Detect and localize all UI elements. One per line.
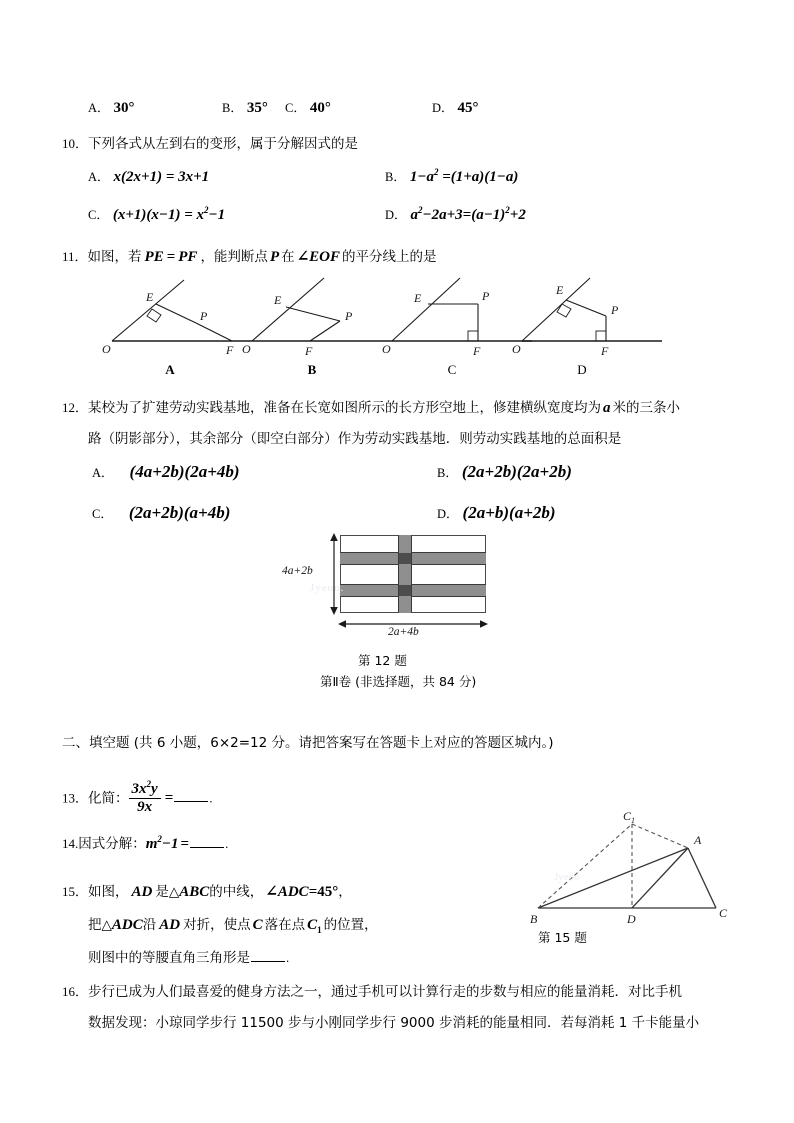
q9-option-d-letter: D． <box>432 101 454 115</box>
q10-option-d-letter: D． <box>385 208 407 222</box>
q10-option-c-letter: C． <box>88 208 109 222</box>
q12-band-intersection-2 <box>399 585 411 596</box>
q11-diagram-d <box>514 276 689 358</box>
q11c-label-E: E <box>414 291 422 305</box>
q12-stem-line2: 路（阴影部分），其余部分（即空白部分）作为劳动实践基地．则劳动实践基地的总面积是 <box>88 431 622 447</box>
q12-band-intersection-1 <box>399 553 411 564</box>
q12-option-d <box>437 503 556 523</box>
q10-option-a-letter: A． <box>88 170 110 184</box>
q11-stem-part2: ，能判断点 <box>200 249 268 265</box>
q12-vertical-band-1 <box>398 535 412 613</box>
question-16-line1 <box>62 980 682 1001</box>
q15-line2-a: 把△ <box>88 917 112 933</box>
q14-period: . <box>225 836 229 851</box>
q15-line3: 则图中的等腰直角三角形是 <box>88 950 250 966</box>
q11-angle: ∠EOF <box>296 249 341 265</box>
q9-option-c-letter: C． <box>285 101 306 115</box>
q15-eq: = <box>308 884 318 900</box>
q15-answer-blank[interactable] <box>251 950 285 962</box>
section-2-heading <box>62 731 554 752</box>
q10-option-b-expr: $1-a^2 =(1+a)(1-a)$ <box>409 167 519 185</box>
q14-answer-blank[interactable] <box>190 836 224 848</box>
q15-abc: ABC <box>179 884 210 900</box>
q10-option-a-expr: x(2x+1) = 3x+1 <box>113 169 210 185</box>
q9-option-c <box>285 98 331 117</box>
question-10 <box>62 132 358 153</box>
question-13 <box>62 780 213 818</box>
q11d-label-E: E <box>556 283 564 297</box>
q11b-label-F: F <box>305 344 313 358</box>
q9-option-b <box>222 98 268 117</box>
q10-stem: 下列各式从左到右的变形，属于分解因式的是 <box>88 136 359 152</box>
q11c-label-O: O <box>382 342 391 356</box>
question-11 <box>62 245 437 266</box>
q11a-label-E: E <box>146 290 154 304</box>
q11b-label-P: P <box>345 309 353 323</box>
q15-line1-a: 如图， <box>88 884 129 900</box>
q11-stem-part3: 在 <box>281 249 295 265</box>
q11c-label-P: P <box>482 289 490 303</box>
q14-number: 14. <box>62 836 79 851</box>
q13-fraction-denominator: 9x <box>129 798 161 816</box>
q13-answer-blank[interactable] <box>174 790 208 802</box>
q11c-label-F: F <box>473 344 481 358</box>
question-12-line1 <box>62 396 680 417</box>
q12-option-b-letter: B． <box>437 466 458 480</box>
q9-option-b-letter: B． <box>222 101 243 115</box>
q15-point-c1: $C_1$ <box>307 917 322 935</box>
q11-choice-label-a[interactable]: A <box>165 362 175 377</box>
q15-label-C1: $C_1$ <box>623 809 636 825</box>
q15-line2-d: 落在点 <box>264 917 306 933</box>
q14-label: 因式分解： <box>78 836 146 852</box>
q11-choice-label-c[interactable]: C <box>447 362 457 377</box>
q11-pe: PE <box>144 249 164 265</box>
q12-option-a <box>92 462 240 482</box>
q15-line2-e: 的位置， <box>323 917 378 933</box>
q15-caption: 第 15 题 <box>538 930 587 945</box>
q11b-label-E: E <box>274 293 282 307</box>
q11b-label-O: O <box>242 342 251 356</box>
q15-line1-c: 的中线， <box>209 884 264 900</box>
q13-equals: = <box>164 790 174 807</box>
q11-p: P <box>269 249 280 265</box>
q12-height-label: 4a+2b <box>282 565 313 577</box>
q14-equals: = <box>180 836 190 852</box>
q12-option-b <box>437 462 572 482</box>
q11d-label-P: P <box>611 303 619 317</box>
q12-stem-line1b: 米的三条小 <box>612 400 681 416</box>
q15-label-B: B <box>530 912 538 926</box>
q12-figure-rectangle <box>340 535 486 613</box>
q9-option-a <box>88 98 135 117</box>
q16-line1: 步行已成为人们最喜爱的健身方法之一，通过手机可以计算行走的步数与相应的能量消耗．对比手机 <box>88 984 683 1000</box>
q11d-label-O: O <box>512 342 521 356</box>
q12-option-b-expr: (2a+2b)(2a+2b) <box>461 462 572 481</box>
q9-option-c-value: 40° <box>309 100 331 116</box>
q15-period: . <box>286 950 290 965</box>
q10-option-d-expr: $a^2-2a+3=(a-1)^2+2$ <box>410 205 526 223</box>
q12-horizontal-band-1 <box>340 552 486 565</box>
q12-option-c <box>92 503 230 523</box>
q10-option-b <box>385 167 518 186</box>
q15-line2-c: 对折，使点 <box>183 917 251 933</box>
q11-stem-part4: 的平分线上的是 <box>342 249 437 265</box>
q15-label-A: A <box>694 833 702 847</box>
q15-line1-b: 是△ <box>155 884 180 900</box>
q9-option-d <box>432 98 479 117</box>
q15-figure <box>516 809 746 928</box>
q11-choice-label-d[interactable]: D <box>577 362 587 377</box>
q15-point-c: C <box>252 917 263 933</box>
q12-option-d-expr: (2a+b)(a+2b) <box>462 503 556 522</box>
q15-figure-watermark: Jyeoo <box>554 871 580 883</box>
q11a-label-O: O <box>102 342 111 356</box>
q15-line1-d: ， <box>338 884 352 900</box>
question-15-line1 <box>62 880 352 901</box>
q15-label-C: C <box>719 906 728 920</box>
q11-choice-label-b[interactable]: B <box>307 362 317 377</box>
question-15-line2 <box>88 913 378 935</box>
question-16-line2 <box>88 1011 699 1032</box>
q13-label: 化简： <box>88 790 129 807</box>
q11-number: 11． <box>62 249 88 264</box>
q12-horizontal-band-2 <box>340 584 486 597</box>
q11-stem-part1: 如图，若 <box>87 249 142 265</box>
q13-fraction-numerator: $3x^2y$ <box>131 779 158 797</box>
q15-ad: AD <box>131 884 153 900</box>
q12-option-a-letter: A． <box>92 466 114 480</box>
q15-line2-b: 沿 <box>142 917 157 933</box>
q12-caption: 第 12 题 <box>358 653 407 668</box>
q12-option-d-letter: D． <box>437 507 459 521</box>
q13-period: . <box>209 790 213 806</box>
q10-option-b-letter: B． <box>385 170 406 184</box>
q11a-label-F: F <box>226 343 234 357</box>
q15-adc: ADC <box>111 917 143 933</box>
q16-line2: 数据发现：小琼同学步行 11500 步与小刚同学步行 9000 步消耗的能量相同．若每消耗 1 千卡能量小 <box>88 1015 700 1031</box>
q14-expr: $m^2-1$ <box>145 834 179 852</box>
q13-fraction <box>129 779 161 817</box>
q9-option-b-value: 35° <box>246 100 268 116</box>
q12-option-c-expr: (2a+2b)(a+4b) <box>128 503 231 522</box>
q9-option-a-value: 30° <box>113 100 135 116</box>
q12-option-c-letter: C． <box>92 507 113 521</box>
figure-watermark: Jyeoo. <box>310 582 345 594</box>
q15-45deg: 45° <box>317 884 339 900</box>
q15-label-D: D <box>627 912 636 926</box>
q12-stem-var: a <box>603 400 611 416</box>
section-2-heading-text: 二、填空题 (共 6 小题，6×2=12 分。请把答案写在答题卡上对应的答题区城内。) <box>62 735 554 751</box>
q10-option-c-expr: $(x+1)(x-1) = x^2-1$ <box>112 205 226 223</box>
q11-pf: PF <box>178 249 198 265</box>
q15-angle-adc: ∠ADC <box>265 884 309 900</box>
q12-width-label: 2a+4b <box>388 626 419 638</box>
q12-stem-line1: 某校为了扩建劳动实践基地，准备在长宽如图所示的长方形空地上，修建横纵宽度均为 <box>88 400 602 416</box>
q13-number: 13． <box>62 790 89 806</box>
q10-option-c <box>88 205 225 224</box>
q12-number: 12． <box>62 400 89 415</box>
q10-number: 10． <box>62 136 89 151</box>
q16-number: 16． <box>62 984 89 999</box>
question-12-line2 <box>88 427 621 448</box>
q9-option-d-value: 45° <box>457 100 479 116</box>
q12-height-dimension <box>326 533 346 617</box>
q10-option-d <box>385 205 526 224</box>
q12-figure <box>282 535 500 638</box>
q11a-label-P: P <box>200 309 208 323</box>
q11-eq: = <box>166 249 176 265</box>
question-14 <box>62 832 228 853</box>
volume-2-header: 第Ⅱ卷 (非选择题，共 84 分) <box>320 674 477 689</box>
q12-option-a-expr: (4a+2b)(2a+4b) <box>129 462 240 481</box>
q11d-label-F: F <box>601 344 609 358</box>
q10-option-a <box>88 167 209 186</box>
q15-number: 15． <box>62 884 89 899</box>
q15-ad-2: AD <box>159 917 181 933</box>
question-15-line3 <box>88 946 289 967</box>
q9-option-a-letter: A． <box>88 101 110 115</box>
